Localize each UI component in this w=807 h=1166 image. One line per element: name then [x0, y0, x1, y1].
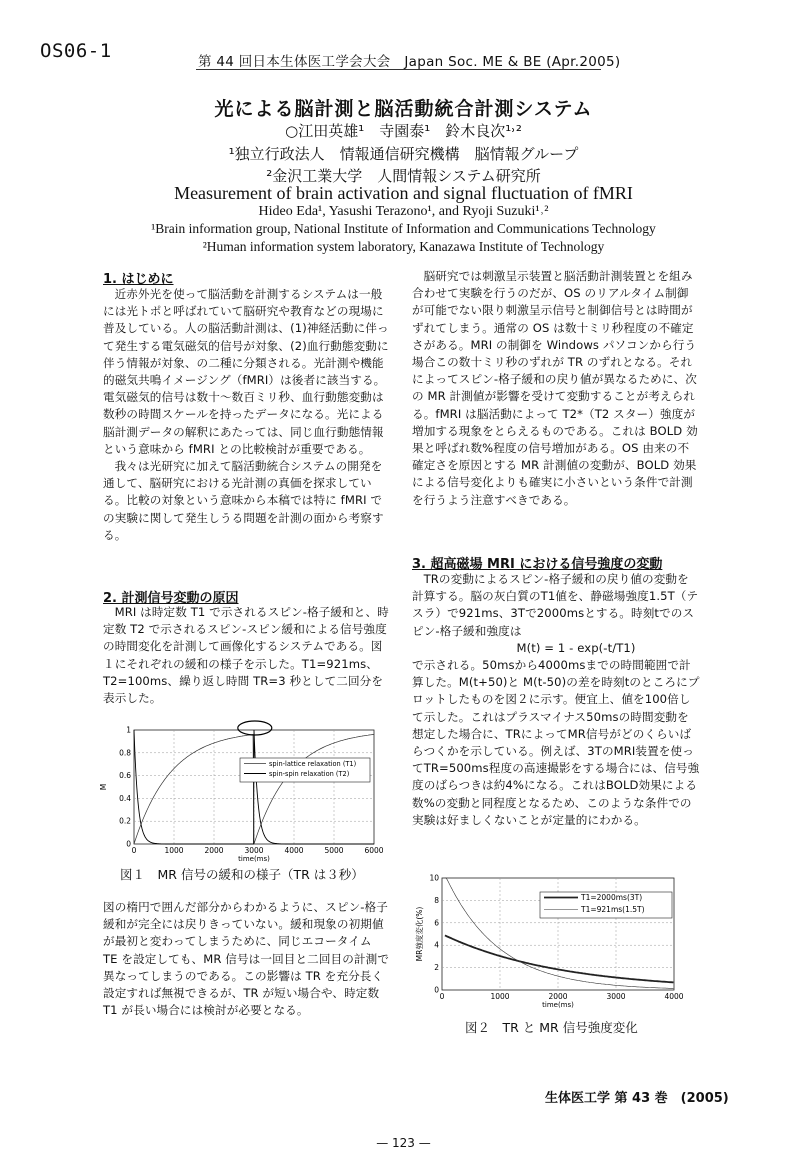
section-2-paragraph-2: 図の楕円で囲んだ部分からわかるように、スピン-格子緩和が完全には戻りきっていない。緩和現象の初期値が最初と変わってしまうために、同じエコータイム TE を設定しても、MR 信号は一回目と二回目の計測で異なってしまうのである。この影響は TR を充分長く設定すれば無視できるが、TR が短い場合や、時定数 T1 が長い場合には検討が必要となる。	[103, 900, 390, 1018]
section-2-body-continued	[103, 899, 389, 1019]
authors-japanese: ○江田英雄¹ 寺園泰¹ 鈴木良次¹˒²	[285, 122, 522, 140]
x-tick-label: 6000	[364, 846, 384, 855]
section-3-body	[412, 571, 700, 829]
section-2-paragraph-1: MRI は時定数 T1 で示されるスピン-格子緩和と、時定数 T2 で示されるスピン-スピン緩和による信号強度の時間変化を計測して画像化するシステムである。図１にそれぞれの緩和の様子を示した。T1=921ms、T2=100ms、繰り返し時間 TR=3 秒として二回分を表示した。	[103, 605, 389, 706]
section-1-paragraph-2: 我々は光研究に加えて脳活動統合システムの開発を通して、脳研究における光計測の真価を探求している。比較の対象という意味から本稿では特に fMRI での実験に関して発生しうる問題を計測の面から考察する。	[103, 459, 384, 542]
section-3-paragraph-2: で示される。50msから4000msまでの時間範囲で計算した。M(t+50)と M(t-50)の差を時刻tのところにプロットしたものを図２に示す。便宜上、値を100倍して示した。これはプラスマイナス50msの時間変動を想定した場合に、TRによってMR信号がどのくらいばらつくかを示している。例えば、3TのMRI装置を使ってTR=500ms程度の高速撮影をする場合には、信号強度のばらつきは約4%になる。これはBOLD効果による数%の変動と同程度となるため、このような条件での実験は好ましくないことが定量的にわかる。	[412, 658, 700, 827]
figure-1-caption: 図１ MR 信号の緩和の様子（TR は３秒）	[120, 867, 364, 882]
y-axis-label: M	[99, 783, 108, 791]
section-2-body	[103, 604, 389, 707]
section-2-heading: 2. 計測信号変動の原因	[103, 591, 239, 606]
section-1-body	[103, 286, 389, 544]
y-tick-label: 4	[434, 940, 439, 950]
journal-footer: 生体医工学 第 43 巻 (2005)	[545, 1091, 729, 1106]
x-axis-label: time(ms)	[542, 1001, 574, 1009]
equation: M(t) = 1 - exp(-t/T1)	[516, 640, 636, 655]
section-1-heading: 1. はじめに	[103, 272, 174, 287]
legend-label: spin-spin relaxation (T2)	[269, 770, 350, 778]
section-1-paragraph-1: 近赤外光を使って脳活動を計測するシステムは一般には光トポと呼ばれていて脳研究や教育などの現場に普及している。人の脳活動計測は、(1)神経活動に伴って発生する電気磁気的信号が対象、(2)血行動態変動に伴う情報が対象、の二種に分類される。光計測や機能的磁気共鳴イメージング（fMRI）は後者に該当する。電気磁気的信号は数十～数百ミリ秒、血行動態変動は数秒の時間スケールを持ったデータになる。光による脳計測データの解釈にあたっては、同じ血行動態情報という意味から fMRI との比較検討が重要である。	[103, 287, 389, 456]
paper-id: OS06-1	[40, 40, 112, 62]
x-tick-label: 2000	[548, 992, 568, 1001]
x-tick-label: 3000	[606, 992, 626, 1001]
x-tick-label: 0	[131, 846, 137, 855]
affiliation-1-english: ¹Brain information group, National Institute of Information and Communications Technology	[151, 221, 656, 236]
figure-1-chart	[92, 720, 392, 868]
y-tick-label: 8	[434, 895, 439, 905]
y-tick-label: 0.2	[119, 816, 131, 826]
affiliation-2-english: ²Human information system laboratory, Kanazawa Institute of Technology	[202, 239, 605, 254]
x-tick-label: 0	[439, 992, 445, 1001]
x-tick-label: 1000	[164, 846, 184, 855]
x-tick-label: 4000	[284, 846, 304, 855]
page-number: — 123 —	[376, 1136, 431, 1150]
y-tick-label: 0	[126, 839, 131, 849]
title-english: Measurement of brain activation and signal fluctuation of fMRI	[174, 183, 633, 203]
x-tick-label: 4000	[664, 992, 684, 1001]
y-tick-label: 6	[434, 918, 439, 928]
x-tick-label: 1000	[490, 992, 510, 1001]
affiliation-2-japanese: ²金沢工業大学 人間情報システム研究所	[266, 167, 541, 185]
right-paragraph-1: 脳研究では刺激呈示装置と脳活動計測装置とを組み合わせて実験を行うのだが、OS のリアルタイム制御が可能でない限り刺激呈示信号と制御信号とは時間がずれてしまう。通常の OS は数十ミリ秒程度の不確定さがある。MRI の制御を Windows パソコンから行う場合この数十ミリ秒のずれが TR のずれとなる。それによってスピン-格子緩和の戻り値が異なるために、次の MR 計測値が影響を受けて変動することが考えられる。fMRI は脳活動によって T2*（T2 スター）強度が増加する現象をとらえるものである。これは BOLD 効果と呼ばれ数%程度の信号増加がある。OS 由来の不確定さを原因とする MR 計測値の変動が、BOLD 効果による信号変化よりも確実に小さいという条件で計測を行うよう注意すべきである。	[412, 269, 698, 507]
y-tick-label: 0.4	[119, 793, 131, 803]
x-tick-label: 5000	[324, 846, 344, 855]
legend-label: T1=921ms(1.5T)	[581, 905, 645, 914]
x-axis-label: time(ms)	[238, 855, 270, 863]
section-3-paragraph-1: TRの変動によるスピン-格子緩和の戻り値の変動を計算する。脳の灰白質のT1値を、静磁場強度1.5T（テスラ）で921ms、3Tで2000msとする。時刻tでのスピン-格子緩和強度は	[412, 572, 699, 638]
x-tick-label: 3000	[244, 846, 264, 855]
title-japanese: 光による脳計測と脳活動統合計測システム	[214, 98, 593, 120]
figure-2-chart	[412, 872, 702, 1020]
y-tick-label: 1	[126, 725, 131, 735]
y-tick-label: 0	[434, 985, 439, 995]
y-tick-label: 2	[434, 963, 439, 973]
x-tick-label: 2000	[204, 846, 224, 855]
authors-english: Hideo Eda¹, Yasushi Terazono¹, and Ryoji Suzuki¹˒²	[258, 204, 549, 219]
y-tick-label: 0.6	[119, 771, 131, 781]
y-tick-label: 0.8	[119, 748, 131, 758]
y-axis-label: MR強度変化(%)	[415, 906, 424, 962]
legend-label: spin-lattice relaxation (T1)	[269, 760, 357, 768]
affiliation-1-japanese: ¹独立行政法人 情報通信研究機構 脳情報グループ	[228, 145, 579, 163]
figure-2-caption: 図２ TR と MR 信号強度変化	[465, 1020, 638, 1035]
y-tick-label: 10	[429, 873, 439, 883]
header-rule	[196, 69, 601, 70]
right-column-body	[412, 268, 700, 509]
legend-label: T1=2000ms(3T)	[581, 893, 643, 902]
conference-line: 第 44 回日本生体医工学会大会 Japan Soc. ME & BE (Apr.2005)	[198, 54, 621, 70]
section-3-heading: 3. 超高磁場 MRI における信号強度の変動	[412, 557, 663, 572]
